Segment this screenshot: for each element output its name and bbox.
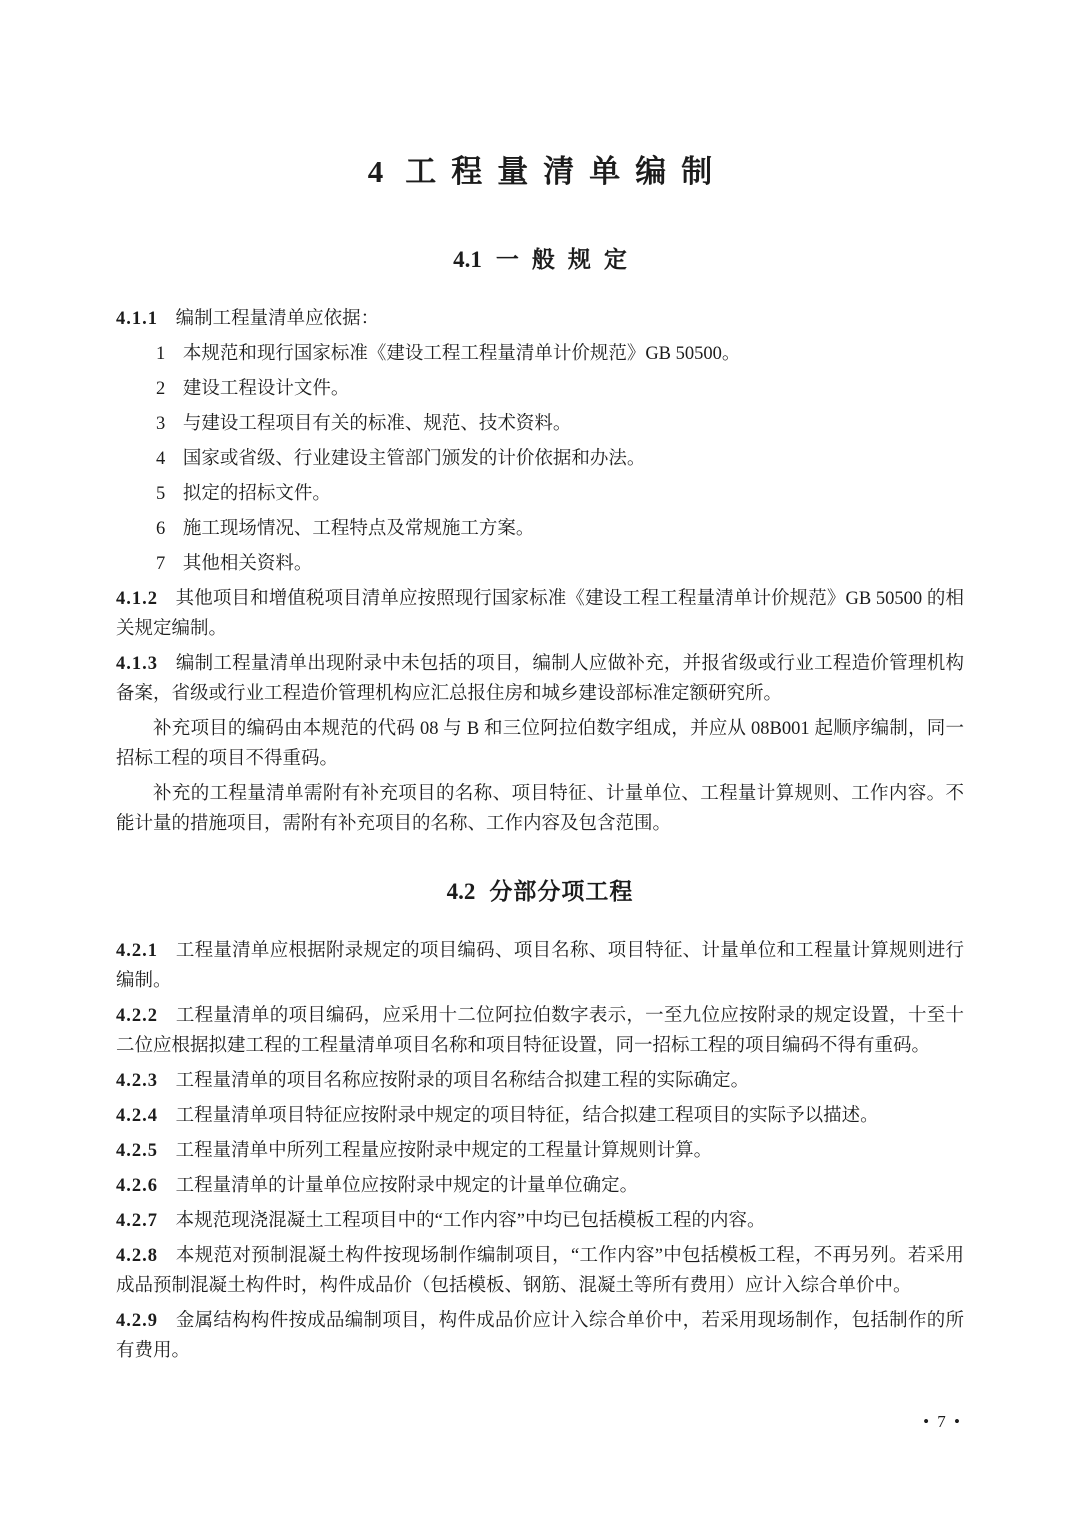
- section-heading-4-2: [116, 873, 964, 906]
- basis-item-4-text: 国家或省级、行业建设主管部门颁发的计价依据和办法。: [182, 449, 646, 469]
- basis-item-3: [116, 409, 964, 439]
- section-4-2-number: 4.2: [446, 879, 476, 904]
- chapter-number: 4: [367, 154, 384, 189]
- clause-4-1-3-number: 4.1.3: [116, 654, 158, 674]
- basis-item-2-text: 建设工程设计文件。: [182, 379, 350, 399]
- clause-4-1-2-text: 其他项目和增值税项目清单应按照现行国家标准《建设工程工程量清单计价规范》GB 50500 的相关规定编制。: [116, 589, 964, 639]
- clause-4-2-3-number: 4.2.3: [116, 1071, 158, 1091]
- basis-item-3-text: 与建设工程项目有关的标准、规范、技术资料。: [182, 414, 572, 434]
- clause-4-2-9: [116, 1306, 964, 1366]
- clause-4-2-9-text: 金属结构构件按成品编制项目，构件成品价应计入综合单价中，若采用现场制作，包括制作的所有费用。: [116, 1311, 964, 1361]
- clause-4-1-2: [116, 584, 964, 644]
- basis-item-6-number: 6: [156, 519, 166, 539]
- clause-4-1-1-text: 编制工程量清单应依据：: [175, 309, 380, 329]
- clause-4-1-2-number: 4.1.2: [116, 589, 158, 609]
- basis-item-1: [116, 339, 964, 369]
- section-4-2-title: 分部分项工程: [489, 879, 634, 904]
- basis-item-7: [116, 549, 964, 579]
- basis-item-4: [116, 444, 964, 474]
- supplement-paragraph-2: 补充的工程量清单需附有补充项目的名称、项目特征、计量单位、工程量计算规则、工作内容。不能计量的措施项目，需附有补充项目的名称、工作内容及包含范围。: [116, 784, 964, 834]
- clause-4-2-3-text: 工程量清单的项目名称应按附录的项目名称结合拟建工程的实际确定。: [175, 1071, 750, 1091]
- basis-item-7-number: 7: [156, 554, 166, 574]
- section-4-1-number: 4.1: [453, 247, 482, 272]
- clause-4-2-7-text: 本规范现浇混凝土工程项目中的“工作内容”中均已包括模板工程的内容。: [175, 1211, 766, 1231]
- clause-4-2-4-text: 工程量清单项目特征应按附录中规定的项目特征，结合拟建工程项目的实际予以描述。: [175, 1106, 879, 1126]
- basis-item-1-text: 本规范和现行国家标准《建设工程工程量清单计价规范》GB 50500。: [182, 344, 741, 364]
- clause-4-2-7: [116, 1206, 964, 1236]
- clause-4-2-5: [116, 1136, 964, 1166]
- basis-item-6-text: 施工现场情况、工程特点及常规施工方案。: [182, 519, 535, 539]
- clause-4-2-2: [116, 1001, 964, 1061]
- clause-4-2-3: [116, 1066, 964, 1096]
- chapter-title-text: 工程量清单编制: [405, 154, 728, 189]
- clause-4-2-7-number: 4.2.7: [116, 1211, 158, 1231]
- clause-4-2-5-text: 工程量清单中所列工程量应按附录中规定的工程量计算规则计算。: [175, 1141, 713, 1161]
- basis-item-2: [116, 374, 964, 404]
- basis-item-2-number: 2: [156, 379, 166, 399]
- basis-item-5-text: 拟定的招标文件。: [182, 484, 331, 504]
- basis-item-3-number: 3: [156, 414, 166, 434]
- clause-4-2-2-number: 4.2.2: [116, 1006, 158, 1026]
- clause-4-1-1: [116, 304, 964, 334]
- basis-item-5: [116, 479, 964, 509]
- clause-4-2-1: [116, 936, 964, 996]
- clause-4-1-1-number: 4.1.1: [116, 309, 158, 329]
- basis-item-5-number: 5: [156, 484, 166, 504]
- clause-4-2-6-number: 4.2.6: [116, 1176, 158, 1196]
- clause-4-2-6: [116, 1171, 964, 1201]
- clause-4-2-5-number: 4.2.5: [116, 1141, 158, 1161]
- clause-4-1-3: [116, 649, 964, 709]
- clause-4-2-8-text: 本规范对预制混凝土构件按现场制作编制项目，“工作内容”中包括模板工程，不再另列。若采用成品预制混凝土构件时，构件成品价（包括模板、钢筋、混凝土等所有费用）应计入综合单价中。: [116, 1246, 964, 1296]
- clause-4-2-1-number: 4.2.1: [116, 941, 158, 961]
- clause-4-2-9-number: 4.2.9: [116, 1311, 158, 1331]
- page-number: • 7 •: [923, 1412, 962, 1431]
- section-4-2-body: [116, 936, 964, 1366]
- clause-4-1-3-text: 编制工程量清单出现附录中未包括的项目，编制人应做补充，并报省级或行业工程造价管理机构备案，省级或行业工程造价管理机构应汇总报住房和城乡建设部标准定额研究所。: [116, 654, 964, 704]
- clause-4-2-8: [116, 1241, 964, 1301]
- section-4-1-title: 一般规定: [495, 247, 640, 272]
- basis-item-4-number: 4: [156, 449, 166, 469]
- chapter-title: [116, 146, 964, 191]
- clause-4-2-2-text: 工程量清单的项目编码，应采用十二位阿拉伯数字表示，一至九位应按附录的规定设置，十至十二位应根据拟建工程的工程量清单项目名称和项目特征设置，同一招标工程的项目编码不得有重码。: [116, 1006, 964, 1056]
- clause-4-2-8-number: 4.2.8: [116, 1246, 158, 1266]
- basis-item-6: [116, 514, 964, 544]
- basis-item-7-text: 其他相关资料。: [182, 554, 313, 574]
- supplement-paragraph-1: 补充项目的编码由本规范的代码 08 与 B 和三位阿拉伯数字组成，并应从 08B001 起顺序编制，同一招标工程的项目不得重码。: [116, 719, 964, 769]
- clause-4-2-6-text: 工程量清单的计量单位应按附录中规定的计量单位确定。: [175, 1176, 639, 1196]
- clause-4-2-4: [116, 1101, 964, 1131]
- section-heading-4-1: [116, 241, 964, 274]
- section-4-1-body: [116, 304, 964, 839]
- clause-4-2-1-text: 工程量清单应根据附录规定的项目编码、项目名称、项目特征、计量单位和工程量计算规则进行编制。: [116, 941, 964, 991]
- clause-4-2-4-number: 4.2.4: [116, 1106, 158, 1126]
- basis-item-1-number: 1: [156, 344, 166, 364]
